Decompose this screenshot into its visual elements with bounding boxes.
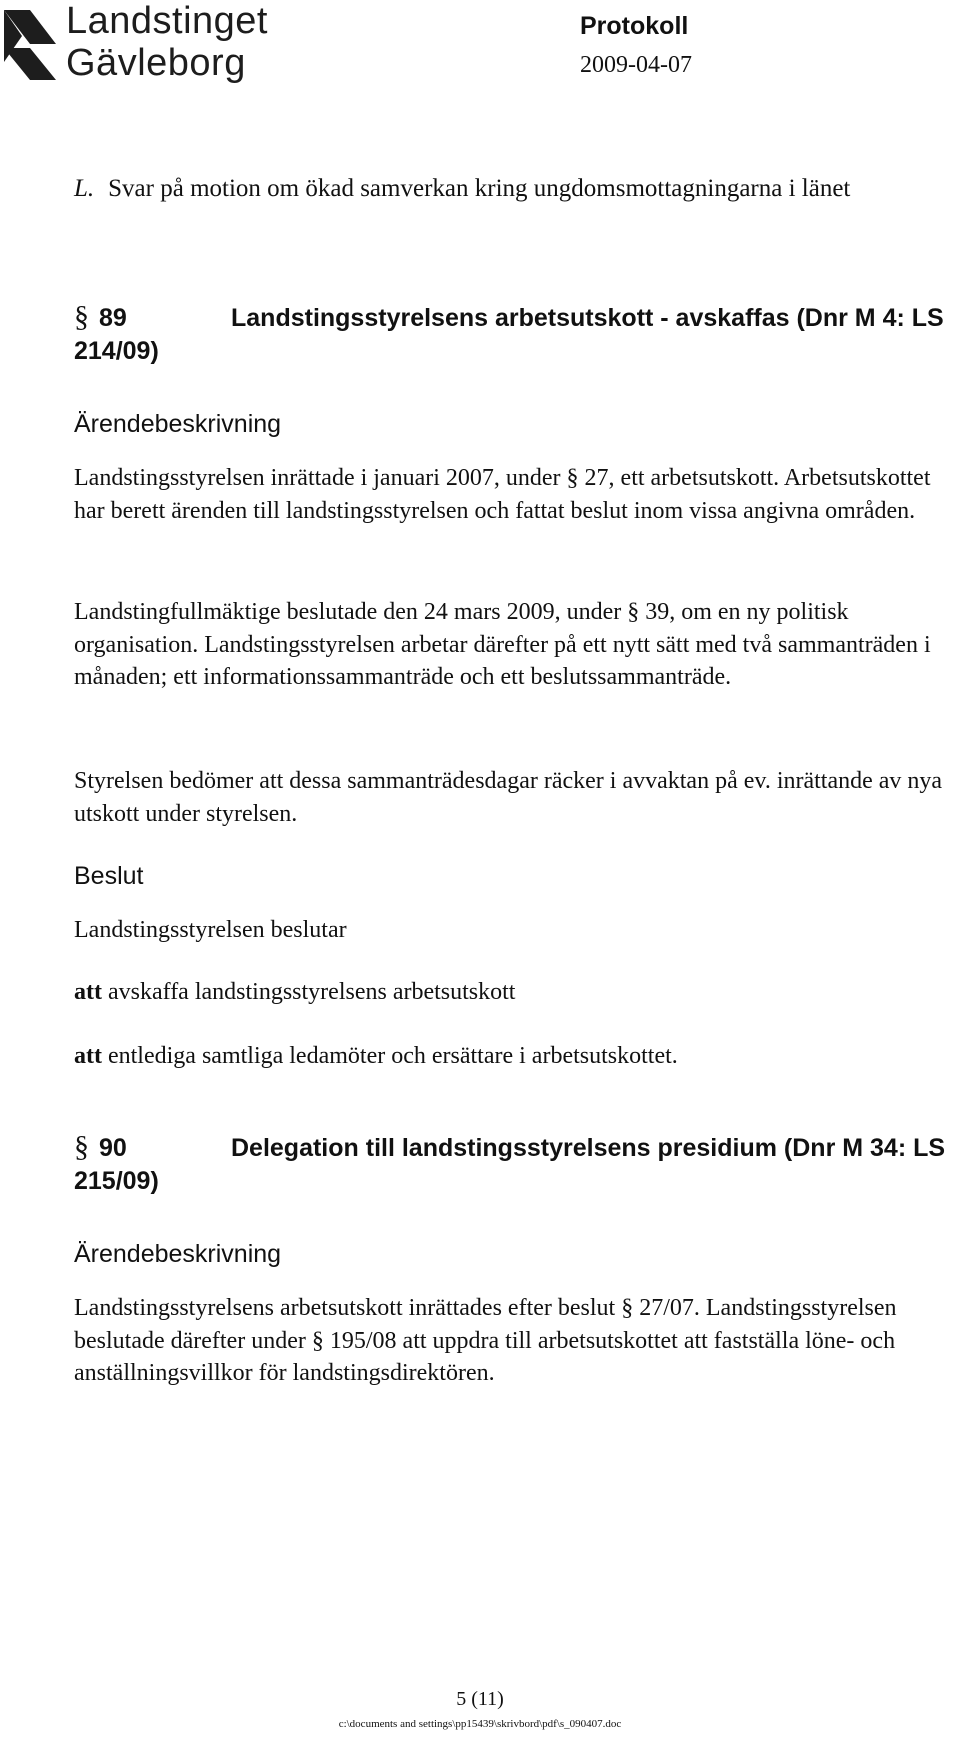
section-number: 89 — [99, 304, 127, 332]
logo — [0, 0, 290, 95]
section-89-paragraph-1: Landstingsstyrelsen inrättade i januari 2007, under § 27, ett arbetsutskott. Arbetsutskottet har berett ärenden till landstingsstyrelsen och fattat beslut inom vissa angivna områden. — [74, 465, 931, 524]
section-90-paragraph-1: Landstingsstyrelsens arbetsutskott inrättades efter beslut § 27/07. Landstingsstyrelsen beslutade därefter under § 195/08 att uppdra till arbetsutskottet att fastställa löne- och anställningsvillkor för landstingsdirektören. — [74, 1295, 897, 1386]
decision-text-2: entlediga samtliga ledamöter och ersättare i arbetsutskottet. — [107, 1043, 678, 1069]
section-89-paragraph-3: Styrelsen bedömer att dessa sammanträdesdagar räcker i avvaktan på ev. inrättande av nya utskott under styrelsen. — [74, 768, 943, 827]
document-date: 2009-04-07 — [580, 52, 692, 78]
section-number: 90 — [99, 1134, 127, 1162]
decision-point-1 — [74, 976, 954, 1009]
decision-att-2: att — [74, 1043, 102, 1069]
logo-text-line1: Landstinget — [66, 0, 268, 42]
decision-point-2 — [74, 1040, 954, 1073]
landstinget-mark-icon — [0, 4, 60, 82]
section-89-heading — [74, 300, 954, 368]
decision-heading: Beslut — [74, 862, 144, 890]
page-number: 5 (11) — [456, 1688, 504, 1710]
section-title: Landstingsstyrelsens arbetsutskott - avskaffas (Dnr M 4: LS 214/09) — [74, 304, 944, 365]
decision-intro: Landstingsstyrelsen beslutar — [74, 917, 347, 943]
section-89-subheading: Ärendebeskrivning — [74, 410, 282, 438]
section-90-heading — [74, 1130, 954, 1198]
section-symbol: § — [74, 1130, 89, 1163]
section-symbol: § — [74, 300, 89, 333]
decision-text-1: avskaffa landstingsstyrelsens arbetsutskott — [107, 979, 516, 1005]
item-letter: L. — [74, 175, 95, 202]
decision-att-1: att — [74, 979, 102, 1005]
section-title: Delegation till landstingsstyrelsens presidium (Dnr M 34: LS 215/09) — [74, 1134, 946, 1195]
logo-text-line2: Gävleborg — [66, 42, 246, 84]
file-path: c:\documents and settings\pp15439\skrivbord\pdf\s_090407.doc — [338, 1718, 622, 1730]
agenda-item-l — [74, 173, 934, 205]
document-type: Protokoll — [580, 12, 689, 40]
section-89-paragraph-2: Landstingfullmäktige beslutade den 24 mars 2009, under § 39, om en ny politisk organisation. Landstingsstyrelsen arbetar därefter på ett nytt sätt med två sammanträden i månaden; ett informationssammanträde och ett beslutssammanträde. — [74, 599, 931, 690]
section-90-subheading: Ärendebeskrivning — [74, 1240, 282, 1268]
item-text: Svar på motion om ökad samverkan kring ungdomsmottagningarna i länet — [108, 175, 851, 202]
